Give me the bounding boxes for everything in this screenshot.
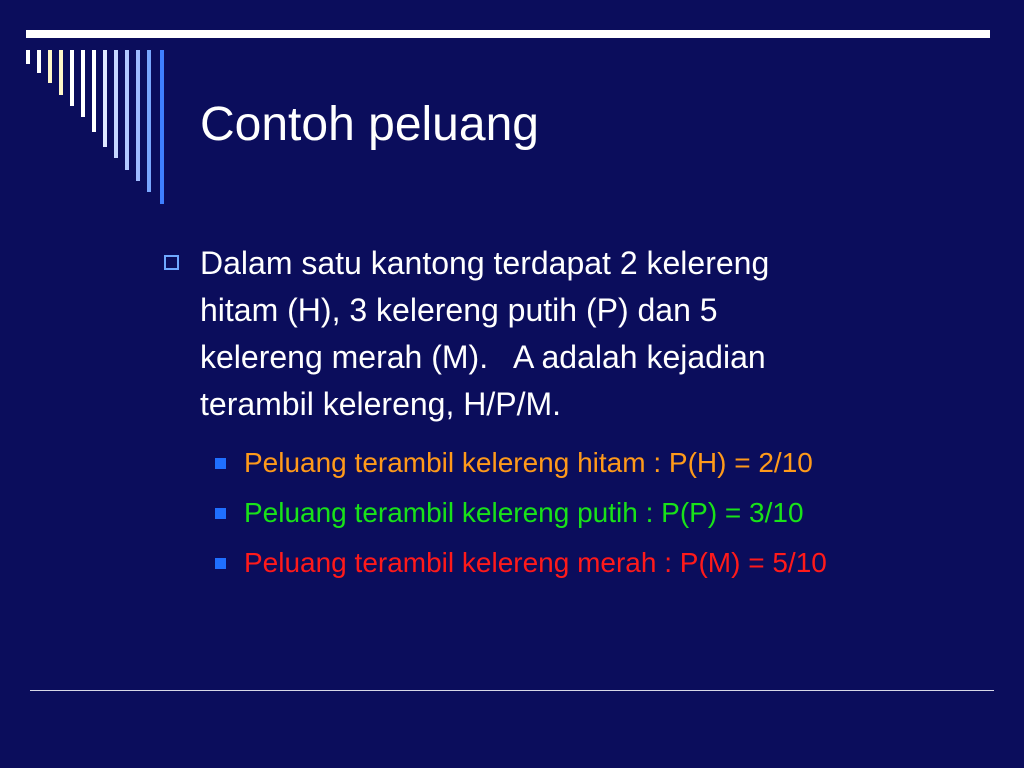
sub-bullet-text: Peluang terambil kelereng hitam : P(H) = 2/10 (244, 447, 813, 478)
decorative-stripe (48, 50, 52, 83)
decorative-stripe (81, 50, 85, 117)
decorative-stripe (103, 50, 107, 147)
main-bullet (160, 240, 1000, 428)
decorative-stripe (160, 50, 164, 204)
main-bullet-line: kelereng merah (M). A adalah kejadian (200, 339, 766, 375)
sub-bullet-text: Peluang terambil kelereng merah : P(M) = 5/10 (244, 547, 827, 578)
decorative-stripe (26, 50, 30, 64)
slide-content (160, 240, 1000, 588)
sub-bullet-merah (215, 538, 1000, 588)
sub-bullet-text: Peluang terambil kelereng putih : P(P) = 3/10 (244, 497, 804, 528)
main-bullet-line: Dalam satu kantong terdapat 2 kelereng (200, 245, 770, 281)
sub-bullet-hitam (215, 438, 1000, 488)
filled-square-bullet-icon (215, 508, 226, 519)
decorative-stripe (37, 50, 41, 73)
main-bullet-line: terambil kelereng, H/P/M. (200, 386, 562, 422)
decorative-stripe (136, 50, 140, 181)
decorative-stripe (59, 50, 63, 95)
sub-bullet-putih (215, 488, 1000, 538)
decorative-stripe (92, 50, 96, 132)
hollow-square-bullet-icon (164, 255, 179, 270)
filled-square-bullet-icon (215, 558, 226, 569)
top-rule (26, 30, 990, 38)
slide-title: Contoh peluang (200, 98, 539, 151)
bottom-rule (30, 690, 994, 691)
decorative-stripe (114, 50, 118, 158)
filled-square-bullet-icon (215, 458, 226, 469)
main-bullet-line: hitam (H), 3 kelereng putih (P) dan 5 (200, 292, 718, 328)
sub-bullet-list (160, 438, 1000, 588)
decorative-stripe (147, 50, 151, 192)
decorative-stripe (70, 50, 74, 106)
decorative-stripe (125, 50, 129, 170)
